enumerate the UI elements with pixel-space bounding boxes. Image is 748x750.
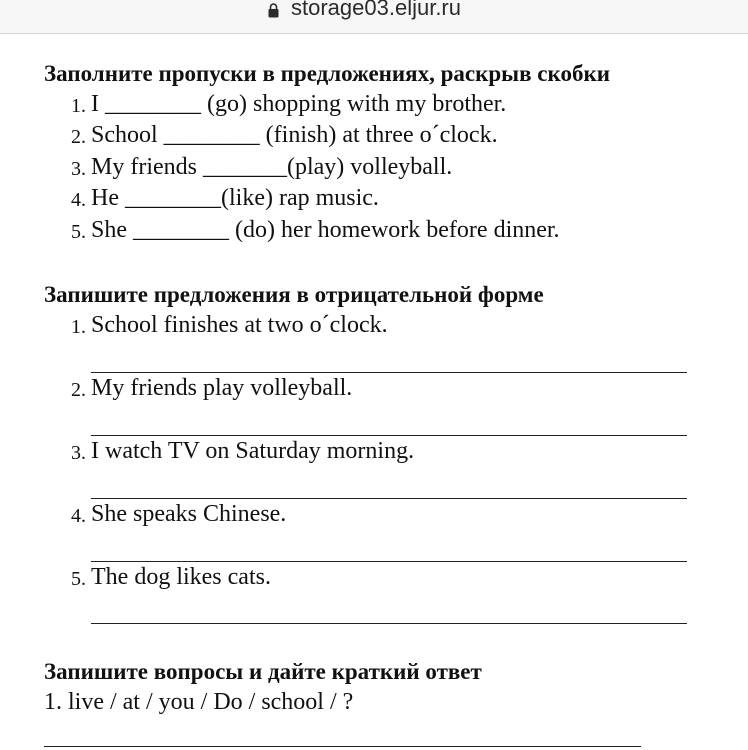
lock-icon bbox=[268, 3, 279, 18]
item-number: 2. bbox=[71, 126, 86, 148]
item-number: 1. bbox=[71, 316, 86, 338]
item-text: I ________ (go) shopping with my brother. bbox=[91, 91, 507, 117]
answer-line bbox=[91, 561, 687, 562]
url-text: storage03.eljur.ru bbox=[291, 0, 461, 20]
section1-title: Заполните пропуски в предложениях, раскрыв скобки bbox=[44, 61, 610, 86]
item-text: My friends _______(play) volleyball. bbox=[91, 154, 453, 180]
item-number: 1. bbox=[71, 95, 86, 117]
item-text: She speaks Chinese. bbox=[91, 501, 287, 527]
url-display[interactable] bbox=[268, 0, 461, 22]
worksheet bbox=[0, 33, 748, 750]
answer-line bbox=[91, 498, 687, 499]
item-number: 4. bbox=[71, 189, 86, 211]
answer-line bbox=[91, 372, 687, 373]
item-text: The dog likes cats. bbox=[91, 564, 271, 590]
item-text: She ________ (do) her homework before dinner. bbox=[91, 217, 560, 243]
item-number: 4. bbox=[71, 505, 86, 527]
item-text: School ________ (finish) at three o´clock. bbox=[91, 122, 498, 148]
answer-line bbox=[91, 435, 687, 436]
item-number: 3. bbox=[71, 158, 86, 180]
item-text: I watch TV on Saturday morning. bbox=[91, 438, 415, 464]
answer-line bbox=[91, 623, 687, 624]
section3-title: Запишите вопросы и дайте краткий ответ bbox=[44, 659, 482, 684]
item-number: 5. bbox=[71, 568, 86, 590]
address-bar[interactable] bbox=[0, 0, 748, 34]
answer-line bbox=[44, 746, 641, 747]
item-number: 2. bbox=[71, 379, 86, 401]
item-number: 5. bbox=[71, 221, 86, 243]
item-number: 3. bbox=[71, 442, 86, 464]
item-text: School finishes at two o´clock. bbox=[91, 312, 388, 338]
question-text: 1. live / at / you / Do / school / ? bbox=[44, 689, 354, 715]
section2-title: Запишите предложения в отрицательной форме bbox=[44, 282, 544, 307]
item-text: My friends play volleyball. bbox=[91, 375, 353, 401]
item-text: He ________(like) rap music. bbox=[91, 185, 379, 211]
